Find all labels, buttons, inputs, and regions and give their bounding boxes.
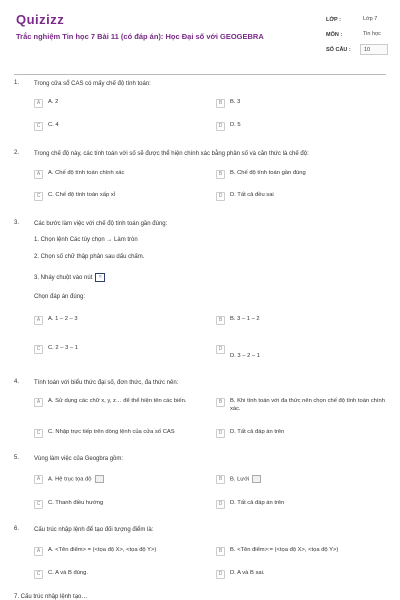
option-key-box: B [216,398,225,407]
question-text: Trong cửa sổ CAS có mấy chế độ tính toán: [34,81,151,87]
option-key-box: B [216,475,225,484]
option-text: D. Tất cả đáp án trên [230,429,285,435]
option-text [48,475,198,484]
choose-answer-line: Chọn đáp án đúng: [34,294,86,300]
question-number: 3. [14,220,20,226]
meta-value-class: Lớp 7 [363,16,378,22]
option-text: A. <Tên điểm> = (<tọa độ X>, <tọa độ Y>) [48,547,157,553]
question-text: Tính toán với biểu thức đại số, đơn thức, đa thức nên: [34,380,179,386]
option-label: B. Lưới [230,476,250,483]
option-key-box: C [34,570,43,579]
question-text: Cấu trúc nhập lệnh để tạo đối tượng điểm là: [34,527,154,533]
option-key-box: D [216,429,225,438]
option-text: A. Sử dụng các chữ x, y, z… để thể hiện tên các biến. [48,398,187,404]
option-key-box: B [216,547,225,556]
question-text: Trong chế độ này, các tính toán với số sẽ được thể hiện chính xác bằng phân số và căn thức là chế độ: [34,151,309,157]
option-key-box: C [34,345,43,354]
option-text: B. 3 [230,99,241,105]
option-d[interactable] [216,429,380,438]
option-b[interactable] [216,170,380,179]
option-key-box: A [34,398,43,407]
option-key-box: B [216,170,225,179]
option-text: B. Khi tính toán với đa thức nên chọn chế độ tính toán chính xác. [230,398,385,412]
option-key-box: D [216,500,225,509]
question-number: 2. [14,150,20,156]
option-text [230,475,380,484]
option-d[interactable] [216,192,380,201]
option-d[interactable] [216,345,380,361]
axes-image-icon [95,475,104,483]
step-line-3-text: 3. Nháy chuột vào nút [34,275,93,282]
option-key-box: B [216,99,225,108]
option-text: C. 2 – 3 – 1 [48,345,78,351]
option-key-box: C [34,500,43,509]
grid-image-icon [252,475,261,483]
option-key-box: A [34,99,43,108]
option-b[interactable] [216,475,380,484]
option-label: A. Hệ trục tọa độ [48,476,92,483]
option-text: A. 1 – 2 – 3 [48,316,78,322]
option-key-box: D [216,192,225,201]
meta-label-subject: MÔN : [326,32,343,38]
option-text: D. 5 [230,122,241,128]
option-key-box: D [216,122,225,131]
page-title: Trắc nghiệm Tin học 7 Bài 11 (có đáp án): Học Đại số với GEOGEBRA [16,32,264,41]
question-7-partial: 7. Cấu trúc nhập lệnh tạo… [14,594,88,600]
option-a[interactable] [34,547,218,556]
worksheet-header [0,0,400,70]
option-c[interactable] [34,570,198,579]
meta-label-count: SỐ CÂU : [326,47,351,53]
option-text: C. Chế độ tính toán xấp xỉ [48,192,116,198]
option-a[interactable] [34,475,198,484]
option-text: C. Nhập trực tiếp trên dòng lệnh của cửa số CAS [48,429,175,435]
option-text: C. 4 [48,122,59,128]
option-b[interactable] [216,547,400,556]
option-key-box: C [34,122,43,131]
quizizz-logo: Quizizz [16,12,65,27]
option-c[interactable] [34,429,218,438]
option-key-box: D [216,570,225,579]
option-text: B. 3 – 1 – 2 [230,316,260,322]
option-text: A. Chế độ tính toán chính xác [48,170,125,176]
meta-value-subject: Tin học [363,31,381,37]
question-number: 4. [14,379,20,385]
approx-button-icon: ≈ [95,273,105,282]
option-key-box: D [216,345,225,354]
question-text: Các bước làm việc với chế độ tính toán gần đúng: [34,221,168,227]
option-text: B. <Tên điểm>:= (<tọa độ X>, <tọa độ Y>) [230,547,339,553]
step-line-1: 1. Chọn lệnh Các tùy chọn → Làm tròn [34,237,138,243]
option-c[interactable] [34,122,198,131]
option-text: B. Chế độ tính toán gần đúng [230,170,306,176]
option-text: C. Thanh điều hướng [48,500,104,506]
option-c[interactable] [34,192,198,201]
option-key-box: C [34,192,43,201]
option-a[interactable] [34,316,198,325]
option-text: D. Tất cả đều sai [230,192,274,198]
meta-value-count: 10 [360,44,388,55]
option-a[interactable] [34,99,198,108]
option-text: D. Tất cả đáp án trên [230,500,285,506]
option-key-box: C [34,429,43,438]
option-b[interactable] [216,316,380,325]
option-c[interactable] [34,345,198,354]
option-key-box: A [34,547,43,556]
option-b[interactable] [216,398,395,413]
option-text: A. 2 [48,99,59,105]
step-line-3 [34,273,105,282]
step-line-2: 2. Chọn số chữ thập phân sau dấu chấm. [34,254,145,260]
header-divider [14,74,386,75]
option-b[interactable] [216,99,380,108]
option-a[interactable] [34,398,188,407]
option-key-box: A [34,316,43,325]
question-number: 1. [14,80,20,86]
option-text: D. 3 – 2 – 1 [230,353,260,359]
option-d[interactable] [216,500,380,509]
option-key-box: A [34,475,43,484]
meta-label-class: LỚP : [326,17,341,23]
option-c[interactable] [34,500,198,509]
option-key-box: B [216,316,225,325]
option-text: C. A và B đúng. [48,570,88,576]
option-a[interactable] [34,170,198,179]
option-d[interactable] [216,122,380,131]
question-number: 5. [14,455,20,461]
question-number: 6. [14,526,20,532]
option-key-box: A [34,170,43,179]
option-text: D. A và B sai. [230,570,265,576]
question-text: Vùng làm việc của Geogbra gồm: [34,456,124,462]
option-d[interactable] [216,570,380,579]
